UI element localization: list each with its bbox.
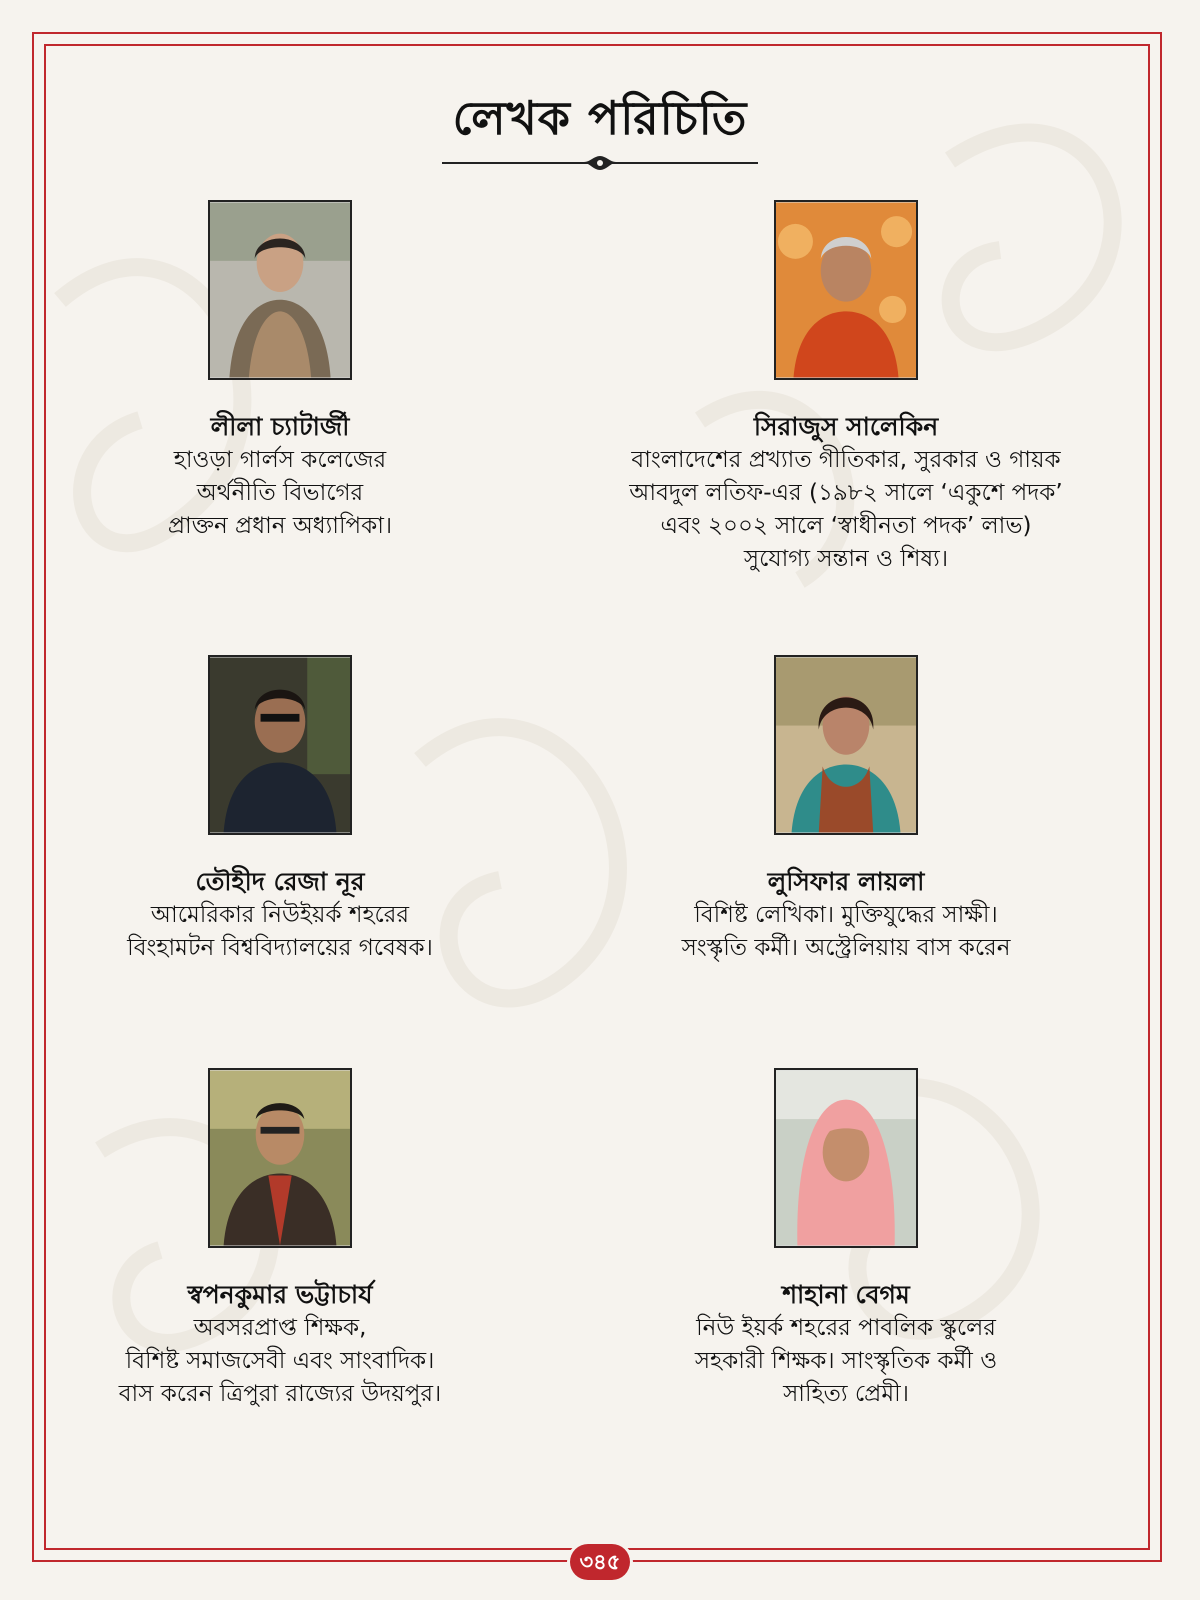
author-card [566, 200, 1126, 576]
author-description: অবসরপ্রাপ্ত শিক্ষক, বিশিষ্ট সমাজসেবী এবং সাংবাদিক। বাস করেন ত্রিপুরা রাজ্যের উদয়পুর। [118, 1315, 442, 1407]
author-card [0, 1068, 560, 1411]
author-description: হাওড়া গার্লস কলেজের অর্থনীতি বিভাগের প্রাক্তন প্রধান অধ্যাপিকা। [167, 447, 393, 539]
author-description: বাংলাদেশের প্রখ্যাত গীতিকার, সুরকার ও গায়ক আবদুল লতিফ-এর (১৯৮২ সালে ‘একুশে পদক’ এবং ২০০২ সালে ‘স্বাধীনতা পদক’ লাভ) সুযোগ্য সন্তান ও শিষ্য। [629, 447, 1063, 572]
title-underline [442, 156, 758, 170]
author-photo [208, 655, 352, 835]
author-name: সিরাজুস সালেকিন [753, 412, 939, 441]
author-photo [208, 1068, 352, 1248]
author-name: লীলা চ্যাটার্জী [210, 412, 350, 441]
author-name: শাহানা বেগম [782, 1280, 910, 1309]
author-name: স্বপনকুমার ভট্টাচার্য [187, 1280, 373, 1309]
flourish-icon [582, 154, 618, 172]
author-name: লুসিফার লায়লা [767, 867, 925, 896]
author-photo [774, 200, 918, 380]
author-photo [774, 1068, 918, 1248]
author-photo [208, 200, 352, 380]
author-card [0, 655, 560, 965]
author-description: বিশিষ্ট লেখিকা। মুক্তিযুদ্ধের সাক্ষী। সংস্কৃতি কর্মী। অস্ট্রেলিয়ায় বাস করেন [681, 902, 1011, 961]
author-name: তৌহীদ রেজা নূর [195, 867, 365, 896]
author-card [566, 655, 1126, 965]
author-photo [774, 655, 918, 835]
page-title: লেখক পরিচিতি [452, 91, 748, 145]
page-number: ৩৪৫ [570, 1544, 630, 1580]
author-description: নিউ ইয়র্ক শহরের পাবলিক স্কুলের সহকারী শিক্ষক। সাংস্কৃতিক কর্মী ও সাহিত্য প্রেমী। [694, 1315, 998, 1407]
title-block [430, 88, 770, 170]
author-card [566, 1068, 1126, 1411]
author-card [0, 200, 560, 543]
author-description: আমেরিকার নিউইয়র্ক শহরের বিংহামটন বিশ্ববিদ্যালয়ের গবেষক। [127, 902, 433, 961]
